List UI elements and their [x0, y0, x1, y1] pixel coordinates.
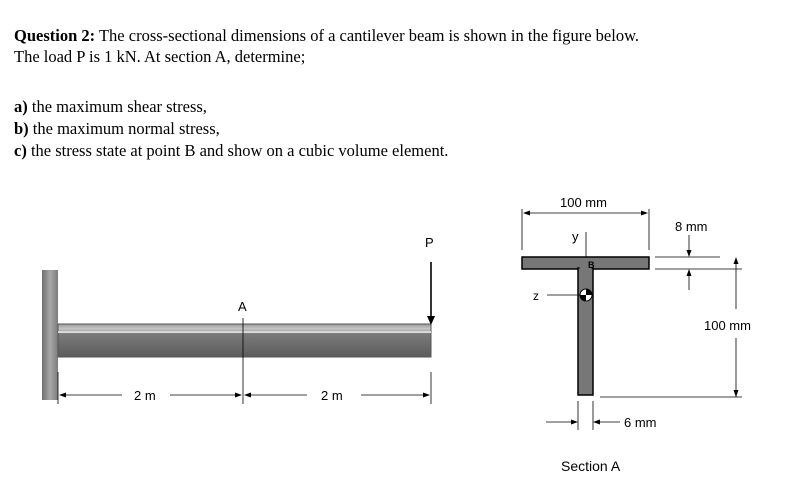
flange-thickness-label: 8 mm	[675, 219, 708, 234]
dim-arrowhead	[244, 393, 251, 398]
question-text-1: The cross-sectional dimensions of a cantilever beam is shown in the figure below.	[95, 26, 640, 45]
item-b-label: b)	[14, 119, 29, 138]
question-line-2: The load P is 1 kN. At section A, determine;	[14, 47, 306, 66]
dim-arrowhead	[423, 393, 430, 398]
dim-arrowhead	[734, 257, 739, 264]
dim-arrowhead	[687, 250, 692, 257]
dim-arrowhead	[571, 420, 578, 425]
section-a-label: A	[238, 299, 247, 314]
web-height-label: 100 mm	[704, 318, 751, 333]
flange-width-label: 100 mm	[560, 195, 607, 210]
dim-arrowhead	[235, 393, 242, 398]
point-b-label: B	[588, 260, 595, 270]
z-axis-label: z	[533, 289, 539, 303]
item-a-label: a)	[14, 97, 28, 116]
span-right-label: 2 m	[321, 388, 343, 403]
dim-arrowhead	[523, 211, 530, 216]
dim-arrowhead	[734, 390, 739, 397]
beam	[58, 324, 431, 357]
wall-support	[42, 270, 58, 400]
dim-arrowhead	[687, 269, 692, 276]
section-title: Section A	[561, 458, 621, 474]
web-thickness-label: 6 mm	[624, 415, 657, 430]
t-section-web	[578, 268, 593, 395]
item-c-text: the stress state at point B and show on a cubic volume element.	[26, 141, 449, 160]
item-c-label: c)	[14, 141, 27, 160]
dim-arrowhead	[641, 211, 648, 216]
span-left-label: 2 m	[134, 388, 156, 403]
item-a-text: the maximum shear stress,	[27, 97, 207, 116]
load-label: P	[425, 235, 434, 250]
item-b-text: the maximum normal stress,	[28, 119, 220, 138]
y-axis-label: y	[572, 229, 579, 244]
question-label: Question 2:	[14, 26, 96, 45]
dim-arrowhead	[59, 393, 66, 398]
dim-arrowhead	[593, 420, 600, 425]
